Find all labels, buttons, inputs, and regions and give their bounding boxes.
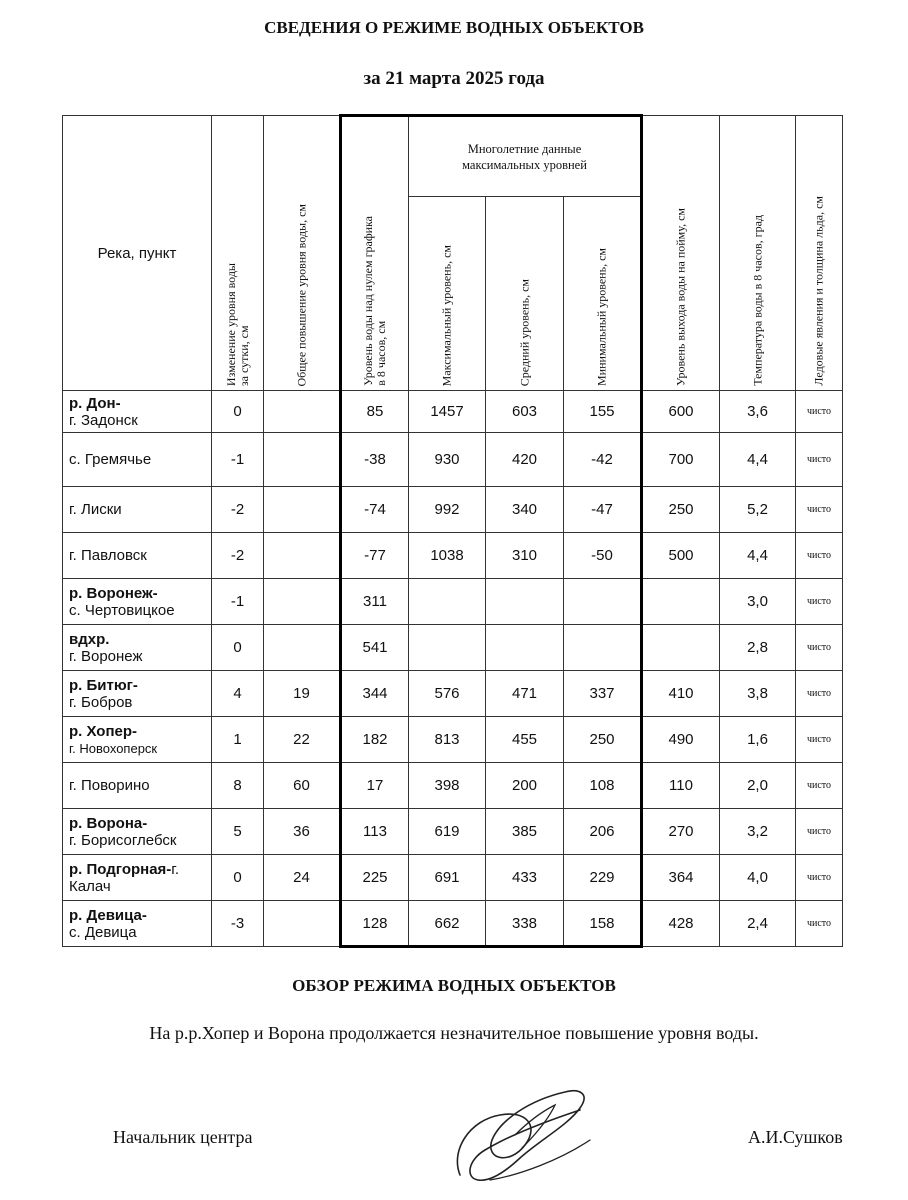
- river-name-text: р. Девица-: [69, 906, 147, 924]
- header-level-line1: Уровень воды над нулем графика: [361, 216, 375, 386]
- river-name-text: р. Хопер-: [69, 722, 138, 740]
- point-name: с. Девица: [69, 923, 137, 941]
- river-name: [69, 815, 211, 832]
- river-suffix: г.: [171, 860, 180, 878]
- cell-level: 311: [341, 579, 409, 625]
- handwritten-signature: [430, 1080, 610, 1200]
- cell-river-point: [63, 579, 212, 625]
- cell-min-level: 337: [564, 671, 642, 717]
- cell-temperature: 4,0: [720, 855, 796, 901]
- header-total-rise: [264, 116, 341, 391]
- cell-ice: чисто: [796, 901, 843, 947]
- cell-river-point: [63, 671, 212, 717]
- cell-ice: чисто: [796, 855, 843, 901]
- cell-flood-level: 110: [642, 763, 720, 809]
- cell-river-point: [63, 391, 212, 433]
- cell-total-rise: [264, 625, 341, 671]
- cell-min-level: -47: [564, 487, 642, 533]
- header-temperature: [720, 116, 796, 391]
- cell-total-rise: 19: [264, 671, 341, 717]
- point-name: г. Борисоглебск: [69, 831, 177, 849]
- table-row: [63, 625, 908, 671]
- river-name-text: р. Дон-: [69, 394, 121, 412]
- header-longterm: [409, 116, 642, 197]
- cell-min-level: 108: [564, 763, 642, 809]
- cell-mean-level: 603: [486, 391, 564, 433]
- cell-ice: чисто: [796, 391, 843, 433]
- cell-level: 17: [341, 763, 409, 809]
- table-row: [63, 579, 908, 625]
- cell-river-point: [63, 433, 212, 487]
- header-total-rise-text: Общее повышение уровня воды, см: [294, 203, 308, 386]
- point-name: с. Чертовицкое: [69, 601, 175, 619]
- point-name: г. Павловск: [69, 546, 147, 564]
- cell-max-level: 813: [409, 717, 486, 763]
- cell-mean-level: 338: [486, 901, 564, 947]
- cell-min-level: 158: [564, 901, 642, 947]
- table-row: [63, 671, 908, 717]
- point-name: г. Лиски: [69, 500, 122, 518]
- cell-total-rise: [264, 487, 341, 533]
- cell-daily-change: -2: [212, 533, 264, 579]
- header-temperature-text: Температура воды в 8 часов, град: [750, 215, 764, 386]
- cell-daily-change: -3: [212, 901, 264, 947]
- cell-max-level: 992: [409, 487, 486, 533]
- cell-flood-level: 490: [642, 717, 720, 763]
- header-flood-level-text: Уровень выхода воды на пойму, см: [673, 208, 688, 386]
- cell-level: 182: [341, 717, 409, 763]
- cell-daily-change: -1: [212, 579, 264, 625]
- cell-level: 85: [341, 391, 409, 433]
- cell-daily-change: -1: [212, 433, 264, 487]
- cell-daily-change: 0: [212, 625, 264, 671]
- cell-total-rise: 60: [264, 763, 341, 809]
- cell-level: 344: [341, 671, 409, 717]
- header-level-line2: в 8 часов, см: [374, 321, 388, 386]
- point-name: Калач: [69, 877, 111, 895]
- table-row: [63, 763, 908, 809]
- cell-mean-level: 420: [486, 433, 564, 487]
- river-name: [69, 861, 211, 878]
- header-daily-change-line1: Изменение уровня воды: [223, 262, 238, 386]
- point-name: г. Поворино: [69, 776, 150, 794]
- cell-daily-change: 8: [212, 763, 264, 809]
- cell-flood-level: 600: [642, 391, 720, 433]
- cell-mean-level: 310: [486, 533, 564, 579]
- cell-min-level: 229: [564, 855, 642, 901]
- river-name-text: р. Битюг-: [69, 676, 138, 694]
- cell-flood-level: 700: [642, 433, 720, 487]
- cell-river-point: [63, 625, 212, 671]
- point-name: с. Гремячье: [69, 450, 152, 468]
- river-name: [69, 585, 211, 602]
- table-row: [63, 901, 908, 947]
- cell-level: 113: [341, 809, 409, 855]
- cell-ice: чисто: [796, 809, 843, 855]
- river-name: [69, 395, 211, 412]
- cell-flood-level: 500: [642, 533, 720, 579]
- cell-temperature: 4,4: [720, 533, 796, 579]
- cell-mean-level: 385: [486, 809, 564, 855]
- cell-temperature: 3,2: [720, 809, 796, 855]
- cell-level: -74: [341, 487, 409, 533]
- header-max-level: [409, 197, 486, 391]
- cell-min-level: 206: [564, 809, 642, 855]
- cell-total-rise: [264, 901, 341, 947]
- header-min-level: [564, 197, 642, 391]
- river-name-text: р. Подгорная-: [69, 860, 172, 878]
- cell-max-level: 691: [409, 855, 486, 901]
- cell-max-level: 1457: [409, 391, 486, 433]
- cell-mean-level: [486, 579, 564, 625]
- table-body: [63, 391, 908, 947]
- cell-mean-level: 200: [486, 763, 564, 809]
- cell-flood-level: 270: [642, 809, 720, 855]
- cell-mean-level: [486, 625, 564, 671]
- cell-temperature: 2,4: [720, 901, 796, 947]
- point-name: г. Бобров: [69, 693, 133, 711]
- header-mean-level-text: Средний уровень, см: [517, 278, 531, 386]
- cell-min-level: [564, 625, 642, 671]
- header-daily-change-line2: за сутки, см: [236, 325, 251, 386]
- cell-level: 225: [341, 855, 409, 901]
- table-row: [63, 809, 908, 855]
- header-flood-level: [642, 116, 720, 391]
- cell-total-rise: [264, 391, 341, 433]
- cell-min-level: 250: [564, 717, 642, 763]
- river-name: [69, 907, 211, 924]
- cell-ice: чисто: [796, 579, 843, 625]
- cell-temperature: 1,6: [720, 717, 796, 763]
- river-name: [69, 631, 211, 648]
- cell-total-rise: 36: [264, 809, 341, 855]
- header-longterm-line2: максимальных уровней: [462, 157, 587, 172]
- signature-position: Начальник центра: [113, 1127, 253, 1147]
- cell-min-level: 155: [564, 391, 642, 433]
- cell-ice: чисто: [796, 717, 843, 763]
- cell-max-level: 576: [409, 671, 486, 717]
- cell-mean-level: 433: [486, 855, 564, 901]
- header-longterm-line1: Многолетние данные: [467, 141, 582, 156]
- review-title: ОБЗОР РЕЖИМА ВОДНЫХ ОБЪЕКТОВ: [292, 976, 616, 995]
- point-name: г. Задонск: [69, 411, 138, 429]
- cell-temperature: 3,0: [720, 579, 796, 625]
- cell-temperature: 2,8: [720, 625, 796, 671]
- river-name: [69, 723, 211, 740]
- cell-daily-change: 1: [212, 717, 264, 763]
- review-text: На р.р.Хопер и Ворона продолжается незначительное повышение уровня воды.: [149, 1023, 759, 1043]
- cell-daily-change: 5: [212, 809, 264, 855]
- cell-temperature: 3,6: [720, 391, 796, 433]
- cell-flood-level: [642, 625, 720, 671]
- cell-river-point: [63, 487, 212, 533]
- cell-flood-level: 364: [642, 855, 720, 901]
- cell-daily-change: 4: [212, 671, 264, 717]
- cell-river-point: [63, 855, 212, 901]
- cell-level: 128: [341, 901, 409, 947]
- cell-ice: чисто: [796, 671, 843, 717]
- river-name-text: р. Воронеж-: [69, 584, 158, 602]
- header-mean-level: [486, 197, 564, 391]
- cell-flood-level: [642, 579, 720, 625]
- cell-ice: чисто: [796, 763, 843, 809]
- header-min-level-text: Минимальный уровень, см: [594, 248, 609, 386]
- table-row: [63, 433, 908, 487]
- cell-temperature: 4,4: [720, 433, 796, 487]
- header-ice: [796, 116, 843, 391]
- table-row: [63, 855, 908, 901]
- cell-ice: чисто: [796, 487, 843, 533]
- cell-max-level: 930: [409, 433, 486, 487]
- cell-river-point: [63, 809, 212, 855]
- cell-total-rise: 22: [264, 717, 341, 763]
- cell-mean-level: 340: [486, 487, 564, 533]
- cell-max-level: [409, 579, 486, 625]
- cell-total-rise: [264, 579, 341, 625]
- document-title: СВЕДЕНИЯ О РЕЖИМЕ ВОДНЫХ ОБЪЕКТОВ: [264, 18, 644, 37]
- cell-max-level: 398: [409, 763, 486, 809]
- river-name-text: р. Ворона-: [69, 814, 148, 832]
- cell-total-rise: [264, 433, 341, 487]
- header-daily-change: [212, 116, 264, 391]
- cell-total-rise: [264, 533, 341, 579]
- river-name: [69, 677, 211, 694]
- header-max-level-text: Максимальный уровень, см: [439, 244, 454, 386]
- cell-mean-level: 455: [486, 717, 564, 763]
- table-row: [63, 487, 908, 533]
- header-level: [341, 116, 409, 391]
- cell-max-level: 619: [409, 809, 486, 855]
- table-row: [63, 533, 908, 579]
- signature-name: А.И.Сушков: [748, 1127, 843, 1147]
- point-name: г. Воронеж: [69, 647, 143, 665]
- cell-level: -77: [341, 533, 409, 579]
- cell-river-point: [63, 901, 212, 947]
- cell-max-level: 662: [409, 901, 486, 947]
- document-date: за 21 марта 2025 года: [363, 68, 545, 89]
- cell-min-level: -42: [564, 433, 642, 487]
- cell-temperature: 3,8: [720, 671, 796, 717]
- cell-ice: чисто: [796, 433, 843, 487]
- cell-level: 541: [341, 625, 409, 671]
- cell-river-point: [63, 717, 212, 763]
- table-row: [63, 391, 908, 433]
- cell-flood-level: 250: [642, 487, 720, 533]
- cell-level: -38: [341, 433, 409, 487]
- cell-total-rise: 24: [264, 855, 341, 901]
- cell-daily-change: -2: [212, 487, 264, 533]
- cell-daily-change: 0: [212, 391, 264, 433]
- cell-min-level: [564, 579, 642, 625]
- cell-ice: чисто: [796, 625, 843, 671]
- river-name-text: вдхр.: [69, 630, 110, 648]
- cell-ice: чисто: [796, 533, 843, 579]
- table-row: [63, 717, 908, 763]
- cell-flood-level: 410: [642, 671, 720, 717]
- cell-max-level: 1038: [409, 533, 486, 579]
- cell-max-level: [409, 625, 486, 671]
- cell-river-point: [63, 533, 212, 579]
- cell-flood-level: 428: [642, 901, 720, 947]
- cell-mean-level: 471: [486, 671, 564, 717]
- water-regime-table: [62, 114, 908, 948]
- cell-temperature: 5,2: [720, 487, 796, 533]
- cell-daily-change: 0: [212, 855, 264, 901]
- header-river: Река, пункт: [63, 116, 212, 391]
- point-name: г. Новохоперск: [69, 740, 158, 756]
- header-ice-text: Ледовые явления и толщина льда, см: [811, 196, 826, 386]
- cell-river-point: [63, 763, 212, 809]
- cell-temperature: 2,0: [720, 763, 796, 809]
- cell-min-level: -50: [564, 533, 642, 579]
